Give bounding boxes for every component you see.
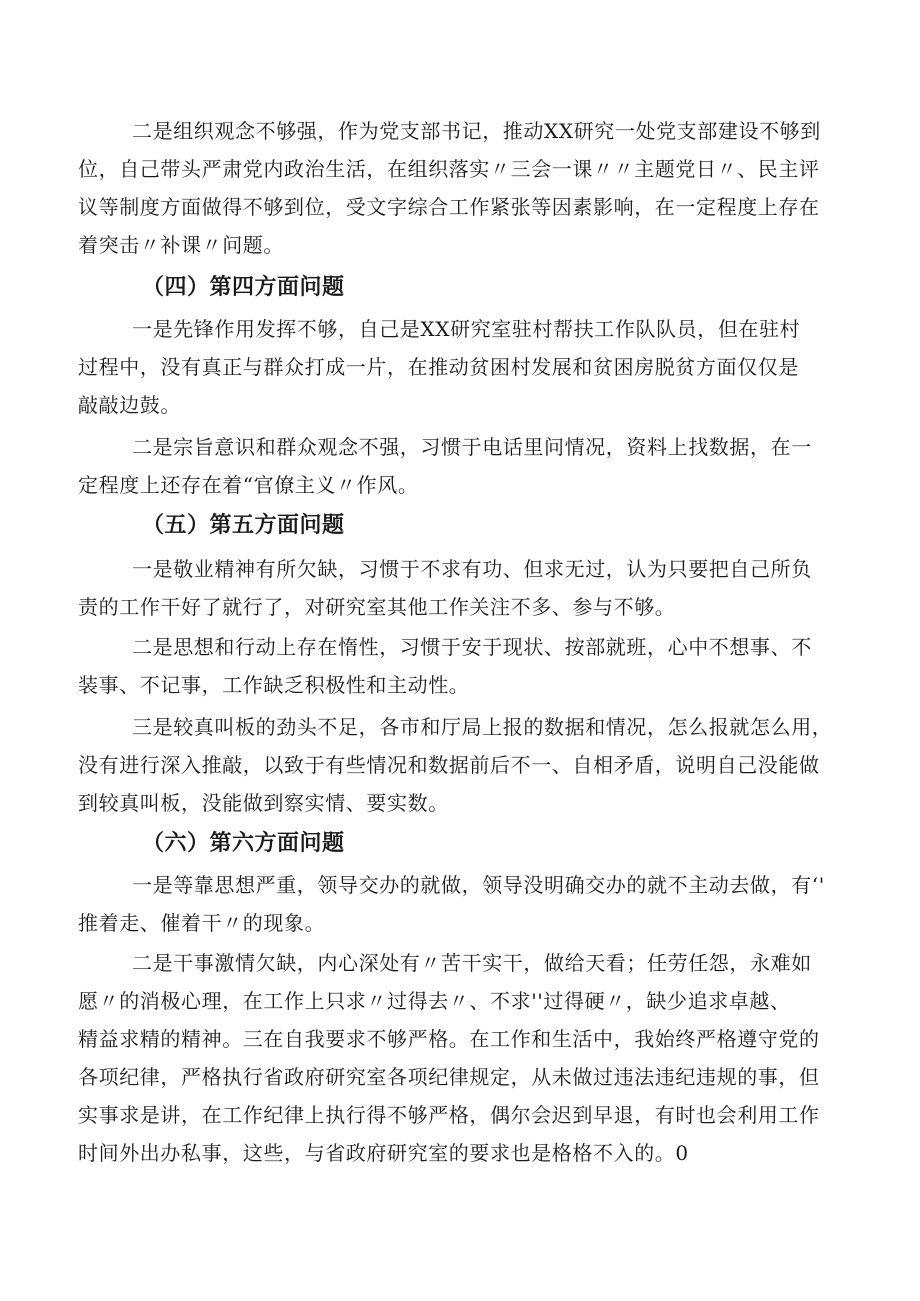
paragraph-line: 愿〃的消极心理，在工作上只求〃过得去〃、不求''过得硬〃，缺少追求卓越、 xyxy=(78,989,791,1013)
paragraph-line: 位，自己带头严肃党内政治生活，在组织落实〃三会一课〃〃主题党日〃、民主评 xyxy=(78,157,820,181)
paragraph-line: 实事求是讲，在工作纪律上执行得不够严格，偶尔会迟到早退，有时也会利用工作 xyxy=(78,1103,820,1127)
paragraph-line: 推着走、催着干〃的现象。 xyxy=(78,911,326,935)
paragraph-line: 议等制度方面做得不够到位，受文字综合工作紧张等因素影响，在一定程度上存在 xyxy=(78,195,820,219)
paragraph-line: 没有进行深入推敲，以致于有些情况和数据前后不一、自相矛盾，说明自己没能做 xyxy=(78,753,820,777)
paragraph-line: 二是思想和行动上存在惰性，习惯于安于现状、按部就班，心中不想事、不 xyxy=(132,635,812,659)
paragraph-line: 精益求精的精神。三在自我要求不够严格。在工作和生活中，我始终严格遵守党的 xyxy=(78,1027,820,1051)
paragraph-line: 装事、不记事，工作缺乏积极性和主动性。 xyxy=(78,673,470,697)
paragraph-line: 一是敬业精神有所欠缺，习惯于不求有功、但求无过，认为只要把自己所负 xyxy=(132,557,812,581)
paragraph-line: 时间外出办私事，这些，与省政府研究室的要求也是格格不入的。0 xyxy=(78,1141,689,1165)
section-heading: （六）第六方面问题 xyxy=(142,831,345,856)
paragraph-line: 责的工作干好了就行了，对研究室其他工作关注不多、参与不够。 xyxy=(78,595,676,619)
paragraph-line: 各项纪律，严格执行省政府研究室各项纪律规定，从未做过违法违纪违规的事，但 xyxy=(78,1065,820,1089)
paragraph-line: 三是较真叫板的劲头不足，各市和厅局上报的数据和情况，怎么报就怎么用， xyxy=(132,715,833,739)
paragraph-line: 二是组织观念不够强，作为党支部书记，推动XX研究一处党支部建设不够到 xyxy=(132,119,821,143)
paragraph-line: 敲敲边鼓。 xyxy=(78,393,181,417)
paragraph-line: 定程度上还存在着“官僚主义〃作风。 xyxy=(78,473,419,497)
paragraph-line: 二是干事激情欠缺，内心深处有〃苦干实干，做给天看；任劳任怨，永难如 xyxy=(132,951,812,975)
paragraph-line: 一是等靠思想严重，领导交办的就做，领导没明确交办的就不主动去做，有‘' xyxy=(132,873,825,897)
paragraph-line: 一是先锋作用发挥不够，自己是XX研究室驻村帮扶工作队队员，但在驻村 xyxy=(132,317,801,341)
section-heading: （五）第五方面问题 xyxy=(142,513,345,538)
paragraph-line: 到较真叫板，没能做到察实情、要实数。 xyxy=(78,791,449,815)
paragraph-line: 着突击〃补课〃问题。 xyxy=(78,233,284,257)
paragraph-line: 过程中，没有真正与群众打成一片，在推动贫困村发展和贫困房脱贫方面仅仅是 xyxy=(78,355,799,379)
section-heading: （四）第四方面问题 xyxy=(142,275,345,300)
paragraph-line: 二是宗旨意识和群众观念不强，习惯于电话里问情况，资料上找数据，在一 xyxy=(132,435,812,459)
